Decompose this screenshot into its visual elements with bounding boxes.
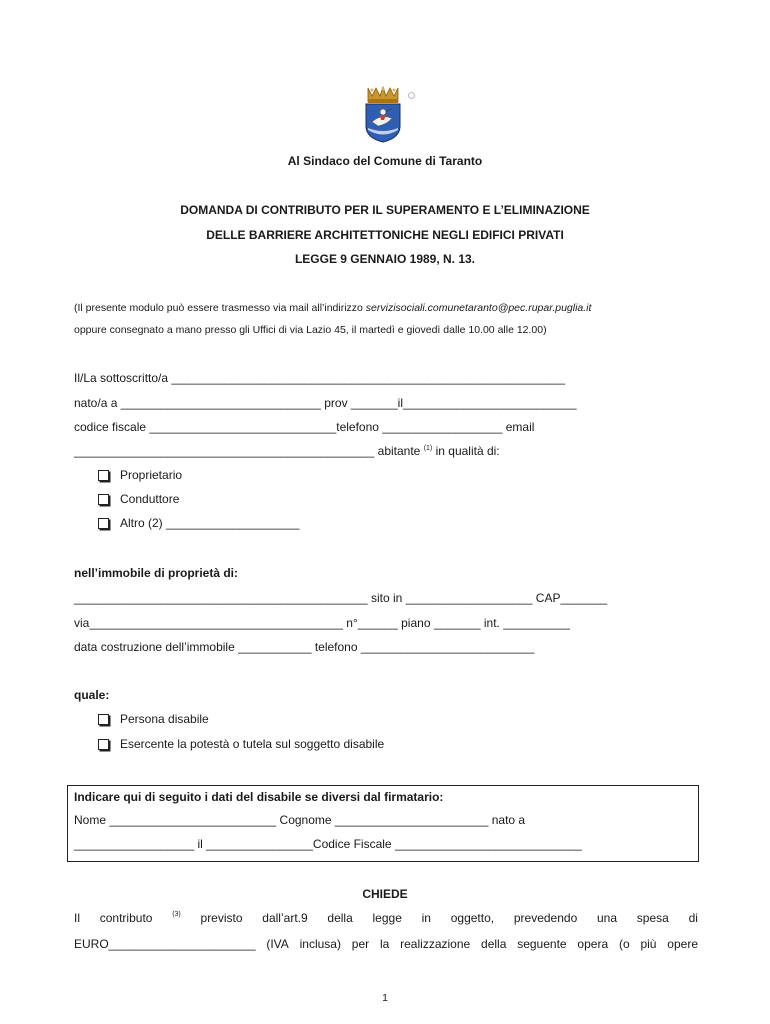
option-conduttore[interactable]: [98, 492, 179, 506]
word: della: [327, 911, 353, 925]
applicant-birth-field[interactable]: nato/a a ______________________________ prov _______il__________________________: [74, 396, 577, 410]
taranto-coat-of-arms-logo: [358, 84, 408, 144]
checkbox-icon[interactable]: [98, 739, 109, 750]
amount-field[interactable]: EURO______________________: [74, 937, 256, 951]
submission-note-line-1: [74, 302, 591, 314]
checkbox-icon[interactable]: [98, 714, 109, 725]
property-heading: nell’immobile di proprietà di:: [74, 566, 239, 580]
document-title-line-1: DOMANDA DI CONTRIBUTO PER IL SUPERAMENTO E L’ELIMINAZIONE: [180, 203, 590, 217]
option-altro[interactable]: [98, 516, 299, 530]
property-construction-date-field[interactable]: data costruzione dell’immobile ___________ telefono __________________________: [74, 640, 535, 654]
word: spesa: [636, 911, 669, 925]
word: di: [688, 911, 698, 925]
request-paragraph-line-2: [74, 937, 698, 951]
word: dall’art.9: [262, 911, 308, 925]
word: la: [379, 937, 390, 951]
word: (IVA: [266, 937, 289, 951]
word: realizzazione: [400, 937, 471, 951]
option-label: Conduttore: [120, 492, 180, 506]
word: per: [351, 937, 370, 951]
submission-note-line-2: oppure consegnato a mano presso gli Uffici di via Lazio 45, il martedì e giovedì dalle 10.00 alle 12.00): [74, 324, 547, 336]
word: opera: [577, 937, 609, 951]
word: seguente: [517, 937, 567, 951]
word: (o: [618, 937, 630, 951]
option-proprietario[interactable]: [98, 468, 182, 482]
checkbox-icon[interactable]: [98, 494, 109, 505]
request-heading: CHIEDE: [362, 887, 408, 901]
option-label: Altro (2) ____________________: [120, 516, 300, 530]
quality-heading: quale:: [74, 688, 110, 702]
checkbox-icon[interactable]: [98, 518, 109, 529]
property-owner-location-field[interactable]: ____________________________________________ sito in ___________________ CAP_______: [74, 591, 608, 605]
word: Il: [74, 911, 80, 925]
option-esercente-potesta[interactable]: [98, 737, 384, 751]
page-number: 1: [382, 992, 388, 1004]
word: prevedendo: [513, 911, 578, 925]
applicant-fiscal-phone-email-field[interactable]: codice fiscale ____________________________telefono __________________ email: [74, 420, 535, 434]
footnote-ref-3: (3): [172, 911, 181, 918]
option-label: Proprietario: [120, 468, 183, 482]
disabled-name-field[interactable]: Nome _________________________ Cognome _______________________ nato a: [74, 813, 526, 827]
word: previsto: [200, 911, 243, 925]
property-address-field[interactable]: via______________________________________ n°______ piano _______ int. __________: [74, 616, 570, 630]
option-label: Esercente la potestà o tutela sul soggetto disabile: [120, 737, 385, 751]
option-label: Persona disabile: [120, 712, 209, 726]
word: oggetto,: [450, 911, 495, 925]
footnote-ref-1: (1): [423, 445, 433, 452]
word: inclusa): [299, 937, 341, 951]
capacity-label: in qualità di:: [432, 444, 500, 458]
applicant-name-field[interactable]: Il/La sottoscritto/a ___________________________________________________________: [74, 371, 566, 385]
checkbox-icon[interactable]: [98, 470, 109, 481]
submission-note-text: (Il presente modulo può essere trasmesso via mail all’indirizzo: [74, 302, 366, 314]
addressee: Al Sindaco del Comune di Taranto: [287, 154, 483, 168]
document-title-line-3: LEGGE 9 GENNAIO 1989, N. 13.: [294, 252, 476, 266]
word: più: [640, 937, 657, 951]
word: opere: [667, 937, 698, 951]
word: contributo: [99, 911, 153, 925]
document-title-line-2: DELLE BARRIERE ARCHITETTONICHE NEGLI EDIFICI PRIVATI: [206, 228, 564, 242]
word: in: [421, 911, 431, 925]
word: una: [597, 911, 618, 925]
pec-email-address: servizisociali.comunetaranto@pec.rupar.puglia.it: [365, 302, 592, 314]
registered-mark-dot: [408, 92, 415, 99]
option-persona-disabile[interactable]: [98, 712, 209, 726]
word: legge: [372, 911, 402, 925]
disabled-box-heading: Indicare qui di seguito i dati del disabile se diversi dal firmatario:: [74, 790, 444, 804]
word: della: [481, 937, 507, 951]
applicant-email-field[interactable]: _____________________________________________ abitante: [74, 444, 424, 458]
request-paragraph-line-1: [74, 911, 698, 925]
disabled-birth-fiscal-field[interactable]: __________________ il ________________Codice Fiscale ____________________________: [74, 837, 582, 851]
applicant-residence-line: [74, 444, 500, 458]
